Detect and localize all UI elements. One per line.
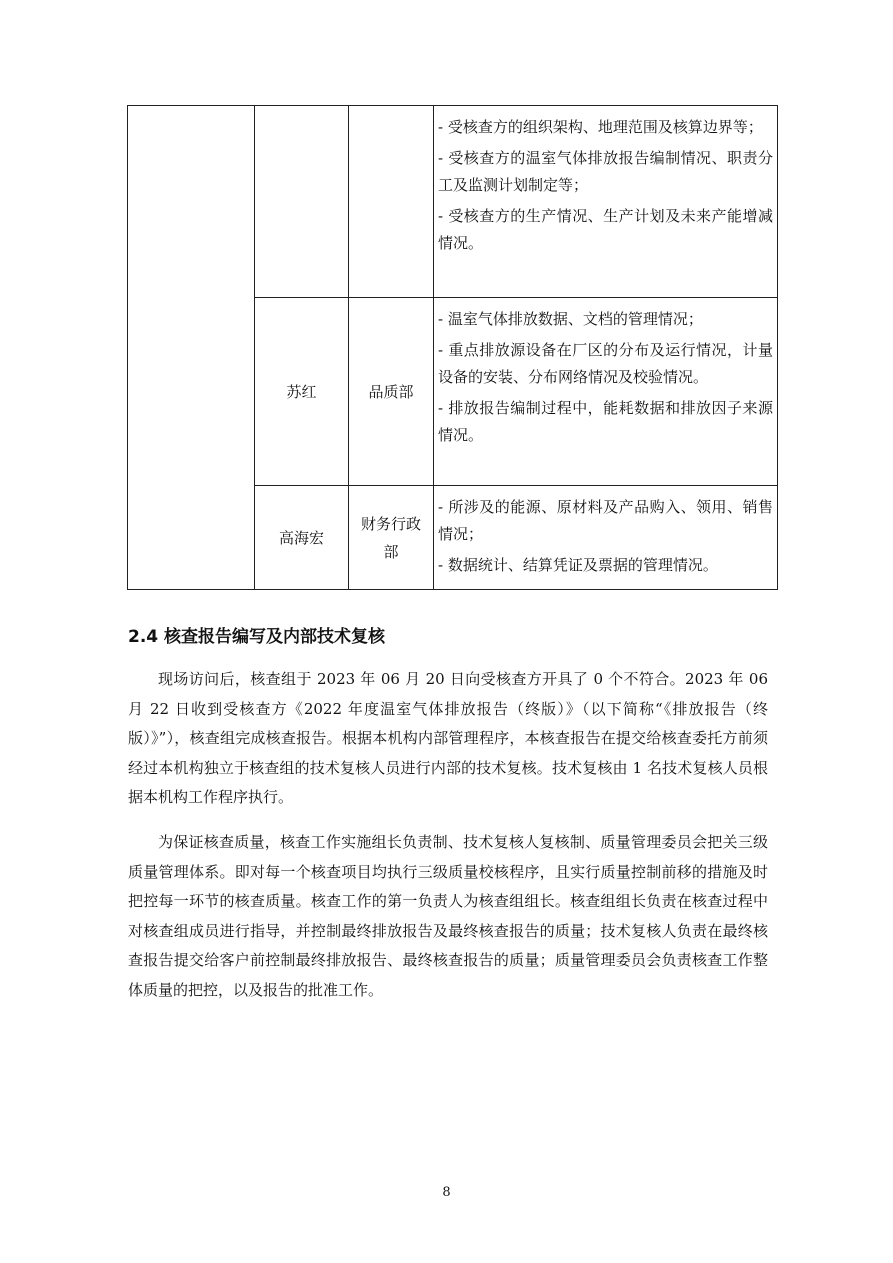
table-dept-cell: 财务行政部 — [349, 486, 434, 590]
list-item: - 重点排放源设备在厂区的分布及运行情况，计量设备的安装、分布网络情况及校验情况。 — [438, 341, 773, 386]
section-heading: 2.4 核查报告编写及内部技术复核 — [128, 627, 386, 647]
table-name-cell: 苏红 — [255, 298, 349, 486]
list-item: - 温室气体排放数据、文档的管理情况； — [438, 310, 703, 328]
body-paragraph: 现场访问后，核查组于 2023 年 06 月 20 日向受核查方开具了 0 个不符合。2023 年 06 月 22 日收到受核查方《2022 年度温室气体排放报告（终版）》（以下简称“《排放报告（终版）》”），核查组完成核查报告。根据本机构内部管理程序，本核查报告在提交给核查委托方前须经过本机构独立于核查组的技术复核人员进行内部的技术复核。技术复核由 1 名技术复核人员根据本机构工作程序执行。 — [128, 670, 768, 806]
list-item: - 受核查方的温室气体排放报告编制情况、职责分工及监测计划制定等； — [438, 149, 773, 194]
table-name-cell: 高海宏 — [255, 486, 349, 590]
personnel-table — [127, 105, 778, 590]
table-content-cell — [434, 486, 778, 590]
list-item: - 所涉及的能源、原材料及产品购入、领用、销售情况； — [438, 498, 773, 543]
table-dept-cell: 品质部 — [349, 298, 434, 486]
list-item: - 数据统计、结算凭证及票据的管理情况。 — [438, 556, 718, 574]
body-paragraph: 为保证核查质量，核查工作实施组长负责制、技术复核人复核制、质量管理委员会把关三级质量管理体系。即对每一个核查项目均执行三级质量校核程序，且实行质量控制前移的措施及时把控每一环节的核查质量。核查工作的第一负责人为核查组组长。核查组组长负责在核查过程中对核查组成员进行指导，并控制最终排放报告及最终核查报告的质量；技术复核人负责在最终核查报告提交给客户前控制最终排放报告、最终核查报告的质量；质量管理委员会负责核查工作整体质量的把控，以及报告的批准工作。 — [128, 833, 768, 999]
table-content-cell — [434, 106, 778, 298]
table-blank-cell — [128, 106, 255, 590]
table-row — [128, 106, 778, 298]
page-number: 8 — [442, 1185, 451, 1200]
list-item: - 受核查方的生产情况、生产计划及未来产能增减情况。 — [438, 207, 773, 252]
table-dept-cell — [349, 106, 434, 298]
table-name-cell — [255, 106, 349, 298]
list-item: - 排放报告编制过程中，能耗数据和排放因子来源情况。 — [438, 399, 773, 444]
table-content-cell — [434, 298, 778, 486]
list-item: - 受核查方的组织架构、地理范围及核算边界等； — [438, 118, 763, 136]
